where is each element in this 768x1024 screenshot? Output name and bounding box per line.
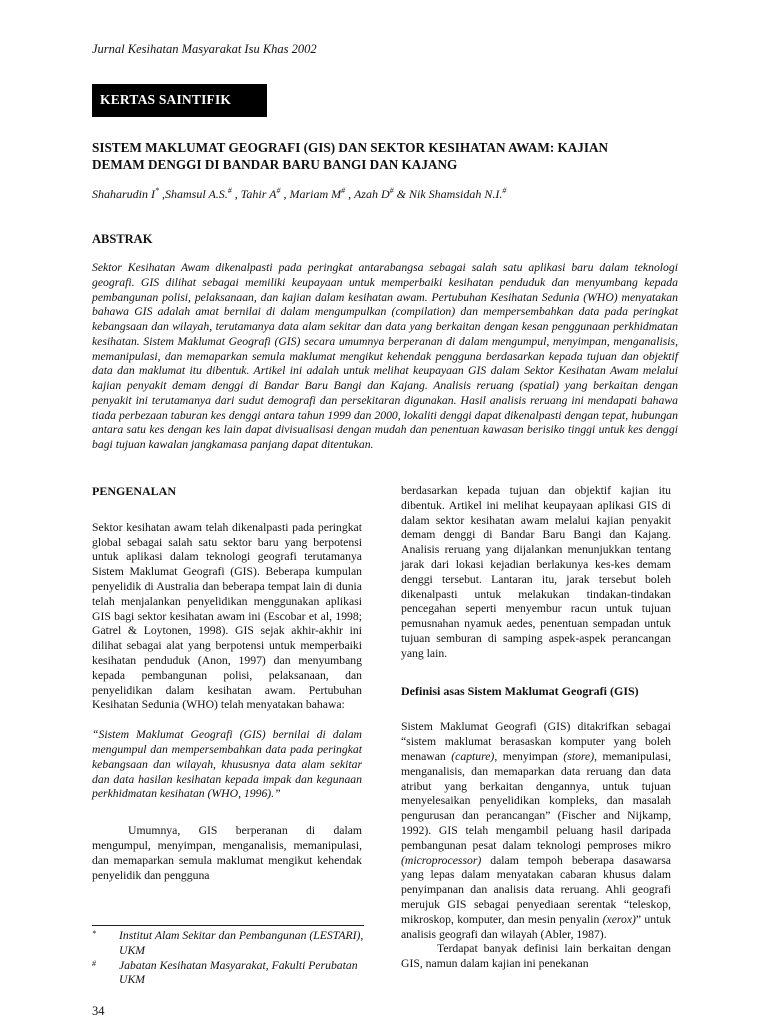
- term-capture: (capture): [451, 749, 495, 763]
- text-run: Sistem Maklumat Geografi (GIS) ditakrifkan sebagai “sistem maklumat berasaskan komputer yang boleh menawan: [401, 720, 671, 763]
- author-mark: #: [227, 186, 232, 195]
- term-microprocessor: (microprocessor): [401, 853, 482, 867]
- who-quote: “Sistem Maklumat Geografi (GIS) bernilai di dalam mengumpul dan mempersembahkan data pada peringkat kebangsaan dan wilayah, khususnya data alam sekitar dan data hasilan kesihatan kepada impak dan kegunaan perkhidmatan kesihatan (WHO, 1996).”: [92, 728, 362, 801]
- author: Azah D: [353, 187, 390, 201]
- definition-paragraph: [401, 720, 671, 942]
- author: Tahir A: [240, 187, 277, 201]
- paper-title-line-1: SISTEM MAKLUMAT GEOGRAFI (GIS) DAN SEKTOR KESIHATAN AWAM: KAJIAN: [92, 140, 609, 155]
- footnote-divider: [92, 925, 364, 926]
- term-xerox: (xerox): [602, 912, 636, 926]
- footnote: [92, 929, 367, 959]
- author: Mariam M: [289, 187, 342, 201]
- author-separator: ,: [280, 187, 290, 201]
- abstract-heading: ABSTRAK: [92, 232, 153, 246]
- introduction-paragraph: Sektor kesihatan awam telah dikenalpasti pada peringkat global sebagai salah satu sektor baru yang berpotensi untuk aplikasi dalam teknologi geografi terutamanya Sistem Maklumat Geografi (GIS). Beberapa kumpulan penyelidik di Australia dan beberapa tempat lain di dunia telah menjalankan penyelidikan menggunakan aplikasi GIS bagi sektor kesihatan awam ini (Escobar et al, 1998; Gatrel & Loytonen, 1998). GIS sejak akhir-akhir ini dilihat sebagai alat yang berpotensi untuk memperbaiki kesihatan penduduk (Anon, 1997) dan menyumbang kepada pembangunan polisi, pelaksanaan, dan penyelidikan dalam kesihatan awam. Pertubuhan Kesihatan Sedunia (WHO) telah menyatakan bahawa:: [92, 520, 362, 712]
- term-store: (store): [563, 749, 595, 763]
- author: Shamsul A.S.: [165, 187, 228, 201]
- continuation-paragraph: berdasarkan kepada tujuan dan objektif kajian itu dibentuk. Artikel ini melihat keupayaan aplikasi GIS di dalam sektor kesihatan awam melalui kajian penyakit demam denggi di Bandar Baru Bangi dan Kajang. Analisis reruang yang dijalankan menunjukkan tentang jarak dari lokasi kejadian berlakunya kes-kes demam denggi tersebut. Lantaran itu, jarak tersebut boleh dikenalpasti untuk melakukan tindakan-tindakan pencegahan seperti menyembur racun untuk tujuan pemusnahan nyamuk aedes, penentuan sempadan untuk tujuan semburan di samping aspek-aspek perancangan yang lain.: [401, 484, 671, 660]
- author-mark: #: [276, 186, 281, 195]
- text-run: , menyimpan: [494, 749, 564, 763]
- footnote-text: Jabatan Kesihatan Masyarakat, Fakulti Perubatan UKM: [119, 958, 358, 987]
- paper-title-line-2: DEMAM DENGGI DI BANDAR BARU BANGI DAN KAJANG: [92, 156, 458, 172]
- text-run: , memanipulasi, menganalisis, dan memaparkan data reruang dan data atribut yang berkaitan dengannya, untuk tujuan menyelesaikan penyelidikan kompleks, dan masalah pengurusan dan perancangan” (Fischer and Nijkamp, 1992). GIS telah mengambil peluang hasil daripada pembangunan pesat dalam teknologi pemproses mikro: [401, 749, 671, 852]
- footnotes: [92, 929, 367, 988]
- introduction-heading: PENGENALAN: [92, 484, 177, 498]
- introduction-paragraph-2: Umumnya, GIS berperanan di dalam mengumpul, menyimpan, menganalisis, memanipulasi, dan memaparkan semula maklumat mengikut kehendak penyelidik dan pengguna: [92, 824, 362, 882]
- author: Shaharudin I: [92, 187, 155, 201]
- footnote-mark: *: [92, 929, 96, 938]
- author-separator: ,: [345, 187, 354, 201]
- text-run: dalam tempoh beberapa dasawarsa yang lepas dalam menyatakan cabaran khusus dalam penyimpanan dan analisis data reruang. Ahli geografi merujuk GIS sebagai penyediaan serentak “teleskop, mikroskop, komputer, dan mesin penyalin: [401, 853, 671, 926]
- footnote-mark: #: [92, 958, 96, 968]
- author-separator: ,: [159, 187, 165, 201]
- author-mark: #: [502, 186, 507, 195]
- author-separator: &: [393, 187, 409, 201]
- author: Nik Shamsidah N.I.: [408, 187, 503, 201]
- author-separator: ,: [231, 187, 241, 201]
- footnote-text: Institut Alam Sekitar dan Pembangunan (LESTARI), UKM: [119, 929, 364, 957]
- author-list: [92, 186, 692, 202]
- author-mark: *: [155, 186, 159, 195]
- definition-paragraph-2: Terdapat banyak definisi lain berkaitan dengan GIS, namun dalam kajian ini penekanan: [401, 942, 671, 971]
- text-run: ” untuk analisis geografi dan wilayah (Abler, 1987).: [401, 912, 672, 941]
- abstract-text: Sektor Kesihatan Awam dikenalpasti pada peringkat antarabangsa sebagai salah satu aplikasi baru dalam teknologi geografi. GIS dilihat sebagai memiliki keupayaan untuk memperbaiki kesihatan penduduk dan menyumbang kepada pembangunan polisi, pelaksanaan, dan kajian dalam kesihatan awam. Pertubuhan Kesihatan Sedunia (WHO) menyatakan bahawa GIS adalah amat bernilai di dalam mengumpulkan (compilation) dan mempersembahkan data pada peringkat kebangsaan dan wilayah, terutamanya data alam sekitar dan data yang berkaitan dengan kesan penggunaan perkhidmatan kesihatan. Sistem Maklumat Geografi (GIS) secara umumnya berperanan di dalam mengumpul, menyimpan, menganalisis, memanipulasi, dan memaparkan semula maklumat mengikut kehendak pengguna berdasarkan kepada tujuan dan objektif data dan maklumat itu dibentuk. Artikel ini adalah untuk melihat keupayaan GIS dalam Sektor Kesihatan Awam melalui kajian penyakit demam denggi di Bandar Baru Bangi dan Kajang. Analisis reruang (spatial) yang berkaitan dengan penyakit ini terutamanya dari sudut demografi dan persekitaran digunakan. Hasil analisis reruang ini mendapati bahawa tiada perbezaan taburan kes denggi antara tahun 1999 dan 2000, lokaliti denggi dapat dikenalpasti dengan tepat, hubungan antara satu kes dengan kes lain dapat divisualisasi dengan mudah dan penentuan kawasan berisiko tinggi untuk kes denggi bagi tujuan kawalan jangkamasa panjang dapat ditentukan.: [92, 261, 678, 451]
- page-number: 34: [92, 1004, 105, 1018]
- journal-header: Jurnal Kesihatan Masyarakat Isu Khas 2002: [92, 42, 317, 56]
- section-label: KERTAS SAINTIFIK: [92, 84, 267, 117]
- left-column: [92, 484, 362, 883]
- right-column: [401, 484, 671, 972]
- definition-heading: Definisi asas Sistem Maklumat Geografi (GIS): [401, 683, 639, 698]
- footnote: [92, 959, 367, 989]
- author-mark: #: [389, 186, 394, 195]
- author-mark: #: [341, 186, 346, 195]
- paper-title: [92, 140, 682, 173]
